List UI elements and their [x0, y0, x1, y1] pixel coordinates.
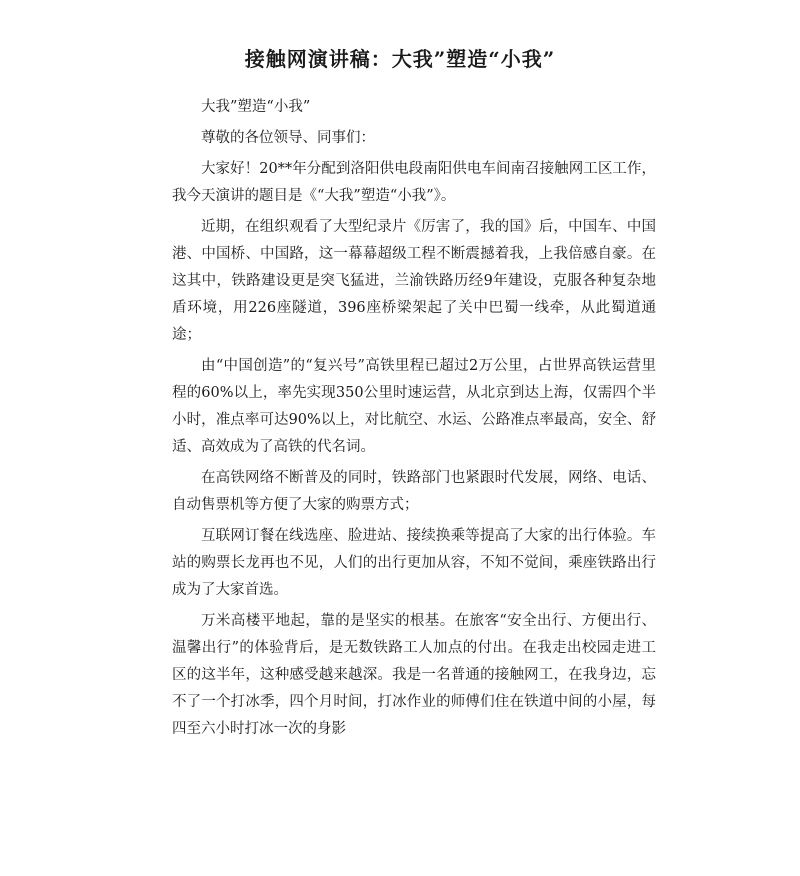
paragraph: 万米高楼平地起，靠的是坚实的根基。在旅客“安全出行、方便出行、温馨出行”的体验背后，是无数铁路工人加点的付出。在我走出校园走进工区的这半年，这种感受越来越深。我是一名普通的接触网工，在我身边，忘不了一个打冰季，四个月时间，打冰作业的师傅们住在铁道中间的小屋，每四至六小时打冰一次的身影	[172, 613, 656, 737]
paragraph: 在高铁网络不断普及的同时，铁路部门也紧跟时代发展，网络、电话、自动售票机等方便了大家的购票方式；	[172, 470, 656, 513]
document-title: 接触网演讲稿：大我”塑造“小我”	[244, 47, 556, 71]
paragraph: 近期，在组织观看了大型纪录片《厉害了，我的国》后，中国车、中国港、中国桥、中国路，这一幕幕超级工程不断震撼着我，上我倍感自豪。在这其中，铁路建设更是突飞猛进，兰渝铁路历经9年建设，克服各种复杂地盾环境，用226座隧道，396座桥梁架起了关中巴蜀一线牵，从此蜀道通途；	[172, 219, 656, 343]
document-body	[172, 94, 656, 743]
paragraph: 由“中国创造”的“复兴号”高铁里程已超过2万公里，占世界高铁运营里程的60%以上，率先实现350公里时速运营，从北京到达上海，仅需四个半小时，准点率可达90%以上，对比航空、水运、公路准点率最高，安全、舒适、高效成为了高铁的代名词。	[172, 358, 656, 455]
paragraph: 互联网订餐在线选座、脸进站、接续换乘等提高了大家的出行体验。车站的购票长龙再也不见，人们的出行更加从容，不知不觉间，乘座铁路出行成为了大家首选。	[172, 528, 656, 598]
document-subtitle: 大我”塑造“小我”	[201, 99, 311, 115]
salutation: 尊敬的各位领导、同事们：	[201, 130, 375, 146]
paragraph: 大家好！20**年分配到洛阳供电段南阳供电车间南召接触网工区工作，我今天演讲的题目是《“大我”塑造“小我”》。	[172, 161, 656, 204]
